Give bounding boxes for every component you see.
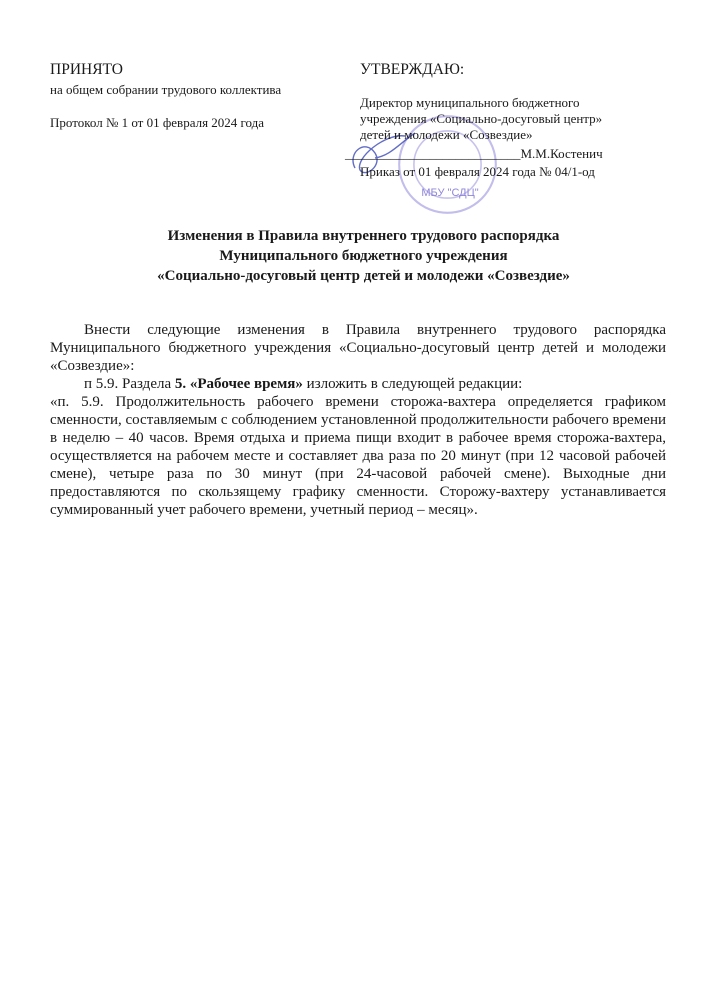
svg-text:МБУ "СДЦ": МБУ "СДЦ" [421, 187, 479, 199]
document-title [0, 226, 727, 286]
item-suffix: изложить в следующей редакции: [302, 376, 523, 392]
protocol-line: Протокол № 1 от 01 февраля 2024 года [50, 115, 265, 130]
order-line: Приказ от 01 февраля 2024 года № 04/1-од [360, 164, 595, 179]
approve-title: УТВЕРЖДАЮ: [360, 61, 465, 78]
intro-paragraph: Внести следующие изменения в Правила внутреннего трудового распорядка Муниципального бюджетного учреждения «Социально-досуговый центр детей и молодежи «Созвездие»: [50, 322, 666, 374]
item-section: 5. «Рабочее время» [174, 376, 303, 392]
director-line3: детей и молодежи «Созвездие» [360, 127, 533, 142]
item-paragraph [50, 375, 666, 393]
item-prefix: п 5.9. Раздела [84, 376, 175, 392]
title-line-2: Муниципального бюджетного учреждения [219, 248, 508, 264]
director-line2: учреждения «Социально-досуговый центр» [360, 111, 603, 126]
accepted-by: на общем собрании трудового коллектива [50, 82, 282, 97]
stamp-lettering [415, 184, 485, 200]
title-line-3: «Социально-досуговый центр детей и молодежи «Созвездие» [157, 268, 570, 284]
document-body [50, 321, 666, 519]
quote-paragraph: «п. 5.9. Продолжительность рабочего времени сторожа-вахтера определяется графиком сменности, составляемым с соблюдением установленной продолжительности рабочего времени в неделю – 40 часов. Время отдыха и приема пищи входит в рабочее время сторожа-вахтера, осуществляется на рабочем месте и составляет два раза по 20 минут (при 12 часовой рабочей смене), четыре раза по 30 минут (при 24-часовой рабочей смене). Выходные дни предоставляются по скользящему графику сменности. Сторожу-вахтеру устанавливается суммированный учет рабочего времени, учетный период – месяц». [50, 394, 666, 518]
accepted-title: ПРИНЯТО [50, 61, 123, 78]
director-line1: Директор муниципального бюджетного [360, 95, 580, 110]
signature-line: ___________________________М.М.Костенич [345, 146, 603, 161]
title-line-1: Изменения в Правила внутреннего трудового распорядка [167, 228, 560, 244]
